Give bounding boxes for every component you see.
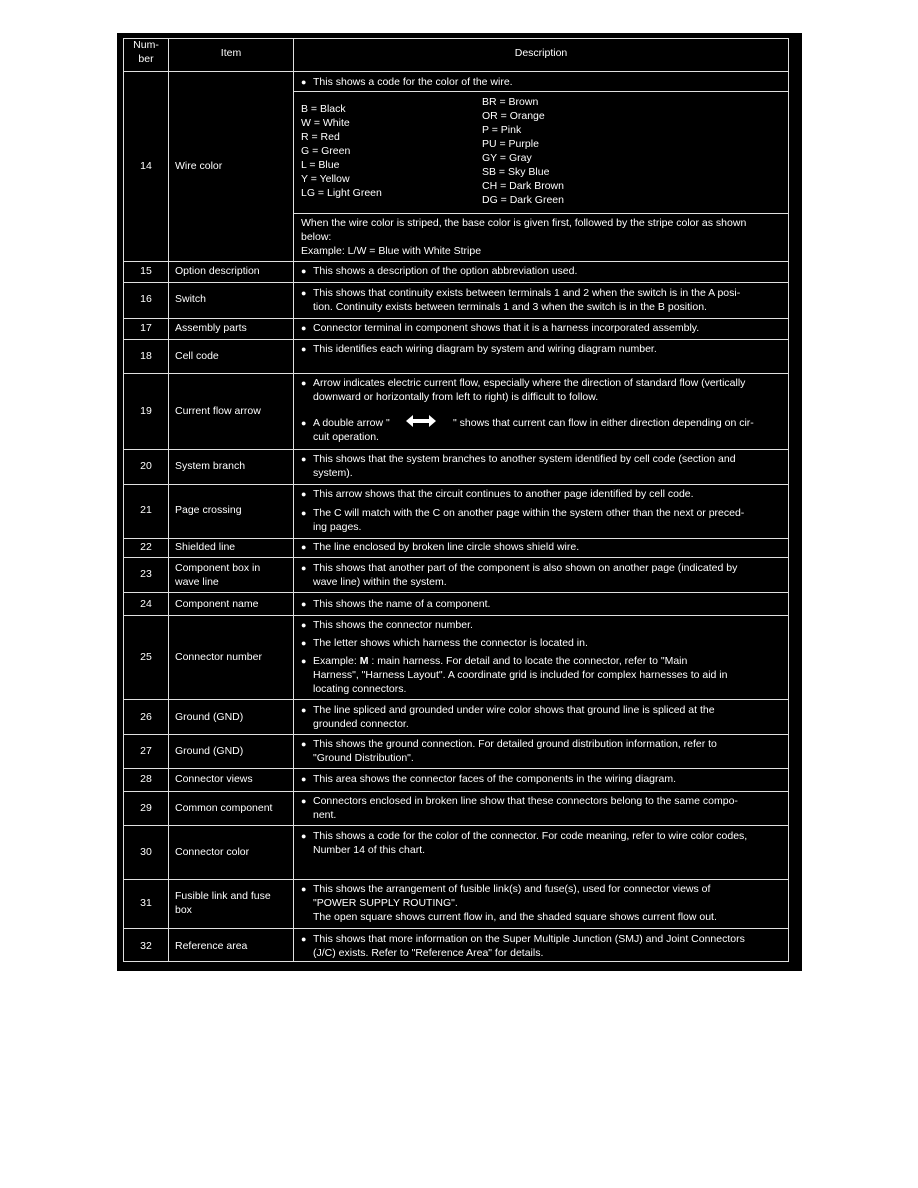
color-code: W = White [301, 117, 350, 129]
bullet-icon: ● [301, 705, 307, 715]
color-code: DG = Dark Green [482, 194, 564, 206]
header-number-line1: Num- [133, 39, 159, 51]
row-14-note: Example: L/W = Blue with White Stripe [301, 245, 482, 257]
row-28-item: Connector views [175, 773, 253, 785]
color-code: L = Blue [301, 159, 340, 171]
bullet-icon: ● [301, 934, 307, 944]
bullet-icon: ● [301, 739, 307, 749]
row-20-desc-cont: system). [313, 467, 353, 479]
bullet-icon: ● [301, 884, 307, 894]
row-25-desc-1: This shows the connector number. [313, 619, 473, 631]
row-14-number: 14 [140, 160, 152, 172]
row-27-desc-cont: "Ground Distribution". [313, 752, 414, 764]
row-27-desc: This shows the ground connection. For detailed ground distribution information, refer to [313, 738, 717, 750]
bullet-icon: ● [301, 774, 307, 784]
row-16-number: 16 [140, 293, 152, 305]
bullet-icon: ● [301, 266, 307, 276]
row-25-desc-3-prefix: Example: [313, 655, 360, 667]
row-30-number: 30 [140, 846, 152, 858]
color-code: B = Black [301, 103, 346, 115]
row-25-desc-3-cont: Harness", "Harness Layout". A coordinate grid is included for complex harnesses to aid in [313, 669, 728, 681]
row-23-item: Component box in [175, 562, 261, 574]
row-24-number: 24 [140, 598, 152, 610]
row-18-item: Cell code [175, 350, 219, 362]
row-25-item: Connector number [175, 651, 262, 663]
color-code: G = Green [301, 145, 351, 157]
row-16-desc: This shows that continuity exists between terminals 1 and 2 when the switch is in the A posi- [313, 287, 741, 299]
color-code: SB = Sky Blue [482, 166, 550, 178]
color-code: GY = Gray [482, 152, 532, 164]
row-28-number: 28 [140, 773, 152, 785]
row-14-note: below: [301, 231, 332, 243]
row-32-item: Reference area [175, 940, 248, 952]
row-23-desc: This shows that another part of the component is also shown on another page (indicated by [313, 562, 738, 574]
row-23-number: 23 [140, 568, 152, 580]
row-14-note: When the wire color is striped, the base color is given first, followed by the stripe color as shown [301, 217, 747, 229]
row-21-number: 21 [140, 504, 152, 516]
row-15-item: Option description [175, 265, 260, 277]
row-28-desc: This area shows the connector faces of the components in the wiring diagram. [313, 773, 677, 785]
row-17-number: 17 [140, 322, 152, 334]
row-21-desc-2-cont: ing pages. [313, 521, 362, 533]
row-20-desc: This shows that the system branches to another system identified by cell code (section and [313, 453, 736, 465]
row-15-number: 15 [140, 265, 152, 277]
bullet-icon: ● [301, 599, 307, 609]
row-14-item: Wire color [175, 160, 223, 172]
row-26-desc: The line spliced and grounded under wire color shows that ground line is spliced at the [313, 704, 715, 716]
row-19-item: Current flow arrow [175, 405, 261, 417]
bullet-icon: ● [301, 831, 307, 841]
row-16-desc-cont: tion. Continuity exists between terminals 1 and 3 when the switch is in the B position. [313, 301, 707, 313]
color-code: BR = Brown [482, 96, 539, 108]
row-21-desc: This arrow shows that the circuit continues to another page identified by cell code. [313, 488, 694, 500]
row-31-desc: This shows the arrangement of fusible link(s) and fuse(s), used for connector views of [313, 883, 711, 895]
row-19-desc-2c: " shows that current can flow in either direction depending on cir- [453, 417, 754, 429]
header-item: Item [220, 47, 242, 59]
color-code: R = Red [301, 131, 340, 143]
color-code: PU = Purple [482, 138, 539, 150]
row-31-item-cont: box [175, 904, 192, 916]
row-21-desc-2: The C will match with the C on another page within the system other than the next or preced- [313, 507, 745, 519]
row-14-intro: This shows a code for the color of the wire. [313, 76, 513, 88]
row-25-desc-3-cont2: locating connectors. [313, 683, 407, 695]
row-32-desc: This shows that more information on the Super Multiple Junction (SMJ) and Joint Connectors [313, 933, 745, 945]
bullet-icon: ● [301, 323, 307, 333]
row-31-desc-cont: "POWER SUPPLY ROUTING". [313, 897, 458, 909]
row-31-item: Fusible link and fuse [175, 890, 271, 902]
harness-letter: M [359, 655, 369, 667]
bullet-icon: ● [301, 542, 307, 552]
row-22-item: Shielded line [175, 541, 236, 553]
bullet-icon: ● [301, 796, 307, 806]
color-code: Y = Yellow [301, 173, 350, 185]
bullet-icon: ● [301, 620, 307, 630]
row-30-desc: This shows a code for the color of the connector. For code meaning, refer to wire color codes, [313, 830, 748, 842]
row-32-desc-cont: (J/C) exists. Refer to "Reference Area" for details. [313, 947, 544, 959]
bullet-icon: ● [301, 656, 307, 666]
row-19-desc: Arrow indicates electric current flow, especially where the direction of standard flow (vertically [313, 377, 746, 389]
bullet-icon: ● [301, 638, 307, 648]
color-code: P = Pink [482, 124, 522, 136]
bullet-icon: ● [301, 508, 307, 518]
row-31-number: 31 [140, 897, 152, 909]
row-19-desc-2a: A double arrow " [313, 417, 390, 429]
row-32-number: 32 [140, 940, 152, 952]
row-19-desc-cont: downward or horizontally from left to right) is difficult to follow. [313, 391, 599, 403]
wiring-diagram-legend-table [117, 33, 802, 971]
row-23-desc-cont: wave line) within the system. [313, 576, 447, 588]
row-24-item: Component name [175, 598, 259, 610]
color-code: LG = Light Green [301, 187, 382, 199]
row-30-desc-cont: Number 14 of this chart. [313, 844, 426, 856]
bullet-icon: ● [301, 454, 307, 464]
row-26-number: 26 [140, 711, 152, 723]
row-25-desc-2: The letter shows which harness the connector is located in. [313, 637, 588, 649]
double-arrow-icon [406, 415, 436, 427]
row-26-item: Ground (GND) [175, 711, 244, 723]
row-15-desc: This shows a description of the option abbreviation used. [313, 265, 578, 277]
row-16-item: Switch [175, 293, 206, 305]
row-22-number: 22 [140, 541, 152, 553]
row-22-desc: The line enclosed by broken line circle shows shield wire. [313, 541, 580, 553]
row-17-item: Assembly parts [175, 322, 247, 334]
row-27-item: Ground (GND) [175, 745, 244, 757]
row-29-number: 29 [140, 802, 152, 814]
row-30-item: Connector color [175, 846, 250, 858]
row-19-number: 19 [140, 405, 152, 417]
row-23-item-cont: wave line [175, 576, 219, 588]
bullet-icon: ● [301, 489, 307, 499]
bullet-icon: ● [301, 563, 307, 573]
row-29-item: Common component [175, 802, 273, 814]
bullet-icon: ● [301, 77, 307, 87]
header-number-line2: ber [138, 52, 154, 65]
header-description: Description [514, 47, 568, 59]
bullet-icon: ● [301, 288, 307, 298]
row-20-number: 20 [140, 460, 152, 472]
row-27-number: 27 [140, 745, 152, 757]
row-21-item: Page crossing [175, 504, 242, 516]
row-25-desc-3 [313, 655, 687, 669]
row-26-desc-cont: grounded connector. [313, 718, 409, 730]
row-24-desc: This shows the name of a component. [313, 598, 491, 610]
bullet-icon: ● [301, 344, 307, 354]
row-25-number: 25 [140, 651, 152, 663]
row-19-desc-2b: cuit operation. [313, 431, 379, 443]
row-31-desc-cont2: The open square shows current flow in, and the shaded square shows current flow out. [313, 911, 717, 923]
row-25-desc-3-rest: : main harness. For detail and to locate the connector, refer to "Main [368, 655, 688, 667]
bullet-icon: ● [301, 378, 307, 388]
color-code: CH = Dark Brown [482, 180, 564, 192]
row-29-desc-cont: nent. [313, 809, 337, 821]
row-20-item: System branch [175, 460, 246, 472]
bullet-icon: ● [301, 418, 307, 428]
row-17-desc: Connector terminal in component shows that it is a harness incorporated assembly. [313, 322, 700, 334]
row-18-desc: This identifies each wiring diagram by system and wiring diagram number. [313, 343, 657, 355]
row-29-desc: Connectors enclosed in broken line show that these connectors belong to the same compo- [313, 795, 738, 807]
header-number [123, 39, 169, 66]
row-18-number: 18 [140, 350, 152, 362]
color-code: OR = Orange [482, 110, 545, 122]
